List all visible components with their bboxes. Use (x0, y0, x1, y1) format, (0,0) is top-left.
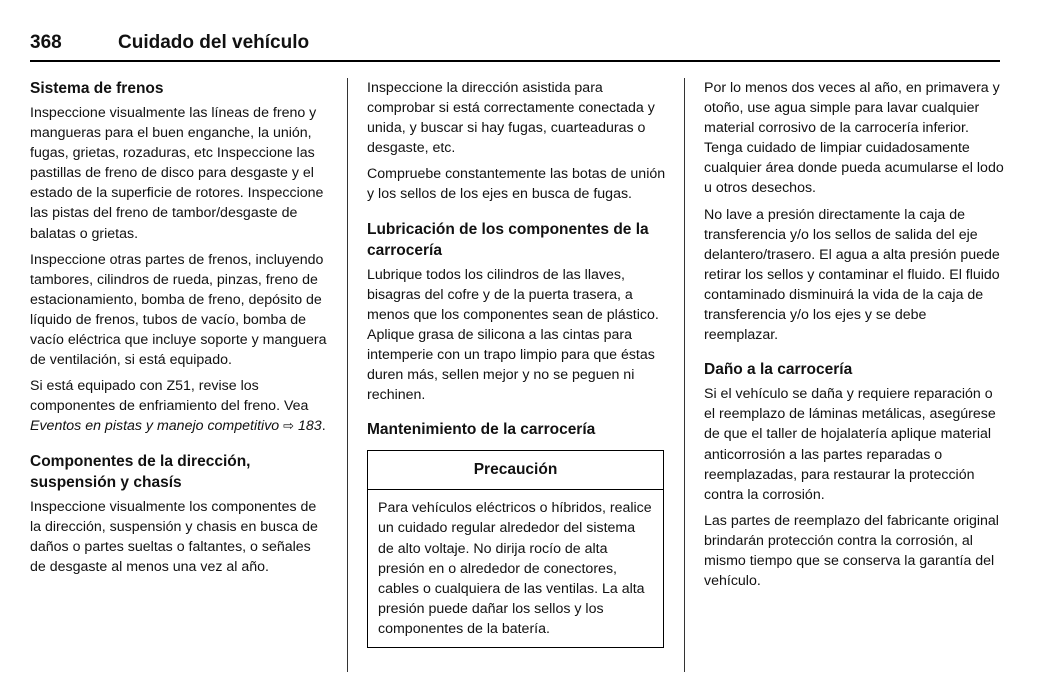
paragraph: Inspeccione visualmente los componentes de la dirección, suspensión y chasis en busca de daños o partes sueltas o faltantes, o señales de desgaste al menos una vez al año. (30, 498, 318, 575)
paragraph: Inspeccione otras partes de frenos, incluyendo tambores, cilindros de rueda, pinzas, freno de estacionamiento, bomba de freno, depósito de líquido de frenos, tubos de vacío, bomba de vacío eléctrica que incluye soporte y manguera de ventilación, si está equipado. (30, 251, 327, 369)
paragraph: No lave a presión directamente la caja de transferencia y/o los sellos de salida del eje delantero/trasero. El agua a alta presión puede retirar los sellos y contaminar el fluido. El fluido contaminado disminuirá la vida de la caja de transferencia y/o los ejes y se debe reemplazar. (704, 206, 1000, 344)
paragraph: Inspeccione la dirección asistida para comprobar si está correctamente conectada y unida, y buscar si hay fugas, cuarteaduras o desgaste, etc. (367, 80, 655, 157)
paragraph-text: Si está equipado con Z51, revise los componentes de enfriamiento del freno. Vea (30, 378, 309, 415)
column-left (30, 78, 330, 583)
page-reference-icon: ⇨ (283, 418, 295, 434)
caution-text: Para vehículos eléctricos o híbridos, realice un cuidado regular alrededor del sistema de alto voltaje. No dirija rocío de alta presión en o alrededor de conectores, cables o cualquiera de las ventilas. La alta presión puede dañar los sellos y los componentes de la batería. (378, 500, 652, 637)
caution-box (367, 450, 664, 648)
reference-end: . (321, 418, 326, 435)
column-middle (367, 78, 667, 648)
section-title-lubrication: Lubricación de los componentes de la carrocería (367, 220, 649, 259)
paragraph: Compruebe constantemente las botas de unión y los sellos de los ejes en busca de fugas. (367, 166, 666, 203)
page-header (30, 30, 1000, 62)
paragraph-z51 (30, 376, 330, 436)
column-divider (684, 78, 685, 672)
reference-page: 183 (298, 418, 322, 435)
column-divider (347, 78, 348, 672)
cross-reference-link[interactable] (30, 418, 322, 434)
paragraph: Lubrique todos los cilindros de las llaves, bisagras del cofre y de la puerta trasera, a menos que los componentes sean de plástico. Aplique grasa de silicona a las cintas para intemperie con un trapo limpio para que éstas duren más, sellen mejor y no se peguen ni rechinen. (367, 266, 659, 404)
caution-body (368, 490, 663, 647)
section-title-body-damage: Daño a la carrocería (704, 361, 853, 379)
reference-title: Eventos en pistas y manejo competitivo (30, 418, 280, 435)
section-title-body-maintenance: Mantenimiento de la carrocería (367, 421, 596, 439)
paragraph: Por lo menos dos veces al año, en primavera y otoño, use agua simple para lavar cualquier material corrosivo de la carrocería inferior. Tenga cuidado de limpiar cuidadosamente cualquier área donde pueda acumularse el lodo u otros desechos. (704, 80, 1004, 197)
caution-title: Precaución (368, 451, 663, 490)
paragraph: Inspeccione visualmente las líneas de freno y mangueras para el buen enganche, la unión, fugas, grietas, rozaduras, etc Inspeccione las pastillas de freno de disco para desgaste y el estado de la superficie de rotores. Inspeccione las pistas del freno de tambor/desgaste de balatas o grietas. (30, 105, 324, 242)
paragraph: Las partes de reemplazo del fabricante original brindarán protección contra la corrosión, al mismo tiempo que se conserva la garantía del vehículo. (704, 512, 999, 590)
section-title-steering: Componentes de la dirección, suspensión y chasís (30, 452, 251, 491)
page-title: Cuidado del vehículo (118, 32, 310, 53)
section-title-brakes: Sistema de frenos (30, 80, 164, 97)
page-number: 368 (30, 32, 62, 53)
column-right (704, 78, 1004, 597)
paragraph: Si el vehículo se daña y requiere reparación o el reemplazo de láminas metálicas, asegúrese de que el taller de hojalatería aplique material anticorrosión a las partes reparadas o reemplazadas, para restaurar la protección contra la corrosión. (704, 386, 996, 503)
